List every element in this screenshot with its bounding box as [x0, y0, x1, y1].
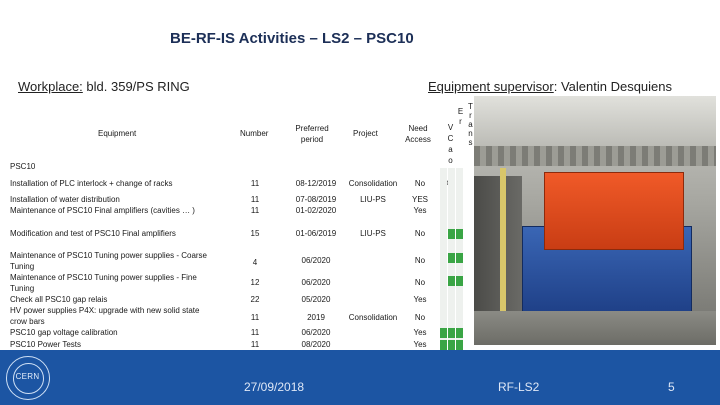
row-equipment: Check all PSC10 gap relais — [10, 295, 108, 304]
row-number: 4 — [252, 258, 258, 267]
status-mark — [456, 229, 463, 239]
row-period: 06/2020 — [301, 256, 331, 265]
photo-rack — [474, 176, 522, 316]
row-period: 06/2020 — [301, 328, 331, 337]
row-equipment: Installation of water distribution — [10, 195, 120, 204]
slide-title: BE-RF-IS Activities – LS2 – PSC10 — [170, 30, 414, 47]
row-period: 01-02/2020 — [295, 206, 337, 215]
row-access: YES — [411, 195, 428, 204]
workplace-value: bld. 359/PS RING — [82, 79, 190, 94]
row-access: No — [414, 256, 426, 265]
header-period: Preferred period — [295, 124, 329, 144]
header-e: E r — [457, 107, 464, 126]
row-number: 11 — [250, 195, 260, 204]
supervisor-value: : Valentin Desquiens — [553, 79, 673, 94]
photo-floor — [474, 311, 716, 345]
status-mark — [456, 276, 463, 286]
status-mark — [448, 229, 455, 239]
header-number: Number — [240, 129, 269, 138]
photo-red-cover — [544, 172, 684, 250]
row-number: 15 — [250, 229, 260, 238]
photo-cable-tray — [474, 146, 716, 166]
row-equipment: Maintenance of PSC10 Tuning power supplies - Coarse Tuning — [10, 251, 207, 271]
status-mark — [440, 328, 447, 338]
status-mark — [448, 253, 455, 263]
row-number: 11 — [250, 179, 260, 188]
header-equipment: Equipment — [98, 129, 137, 138]
row-access: No — [414, 229, 426, 238]
workplace-line — [18, 79, 190, 94]
row-equipment: Installation of PLC interlock + change of racks — [10, 179, 173, 188]
row-access: Yes — [413, 295, 427, 304]
row-period: 01-06/2019 — [295, 229, 337, 238]
table-header — [8, 102, 473, 165]
status-mark — [440, 340, 447, 350]
status-mark — [448, 276, 455, 286]
header-vco: V C a o — [447, 123, 454, 165]
row-project: Consolidation — [348, 179, 398, 188]
row-number: 11 — [250, 313, 260, 322]
status-mark — [456, 328, 463, 338]
supervisor-line — [428, 79, 672, 94]
header-trans: T r a n s — [468, 102, 473, 147]
row-period: 08-12/2019 — [295, 179, 337, 188]
row-period: 07-08/2019 — [295, 195, 337, 204]
status-mark — [448, 328, 455, 338]
row-equipment: PSC10 gap voltage calibration — [10, 328, 118, 337]
footer-date: 27/09/2018 — [244, 380, 305, 394]
status-column-vco — [440, 168, 447, 352]
row-number: 12 — [250, 278, 260, 287]
row-project: LIU-PS — [360, 229, 386, 238]
footer-center-text: RF-LS2 — [498, 380, 540, 394]
workplace-label: Workplace: — [18, 79, 83, 94]
row-number: 22 — [250, 295, 260, 304]
row-number: 11 — [250, 328, 260, 337]
row-equipment: HV power supplies P4X: upgrade with new solid state crow bars — [10, 306, 200, 326]
row-equipment: PSC10 Power Tests — [10, 340, 81, 349]
row-equipment: Modification and test of PSC10 Final amplifiers — [10, 229, 176, 238]
row-project: LIU-PS — [360, 195, 386, 204]
cern-logo-text: CERN — [15, 372, 40, 381]
row-period: 05/2020 — [301, 295, 331, 304]
row-access: No — [414, 313, 426, 322]
row-period: 08/2020 — [301, 340, 331, 349]
header-access: Need Access — [405, 124, 431, 144]
row-access: No — [414, 278, 426, 287]
row-equipment: Maintenance of PSC10 Tuning power supplies - Fine Tuning — [10, 273, 197, 293]
cern-logo — [6, 356, 50, 400]
supervisor-label: Equipment supervisor — [428, 79, 554, 94]
page-number: 5 — [668, 380, 675, 394]
row-equipment: Maintenance of PSC10 Final amplifiers (cavities … ) — [10, 206, 195, 215]
activities-table — [8, 102, 473, 349]
row-access: Yes — [413, 206, 427, 215]
row-number: 11 — [250, 340, 260, 349]
equipment-photo — [474, 96, 716, 345]
status-mark — [456, 340, 463, 350]
status-mark — [456, 253, 463, 263]
row-access: No — [414, 179, 426, 188]
row-access: Yes — [413, 340, 427, 349]
photo-pipe — [500, 168, 506, 318]
row-period: 2019 — [307, 313, 325, 322]
section-label: PSC10 — [10, 162, 36, 171]
status-mark — [448, 340, 455, 350]
row-number: 11 — [250, 206, 260, 215]
footer-bar — [0, 350, 720, 405]
header-project: Project — [353, 129, 378, 138]
row-period: 06/2020 — [301, 278, 331, 287]
row-access: Yes — [413, 328, 427, 337]
row-project: Consolidation — [348, 313, 398, 322]
